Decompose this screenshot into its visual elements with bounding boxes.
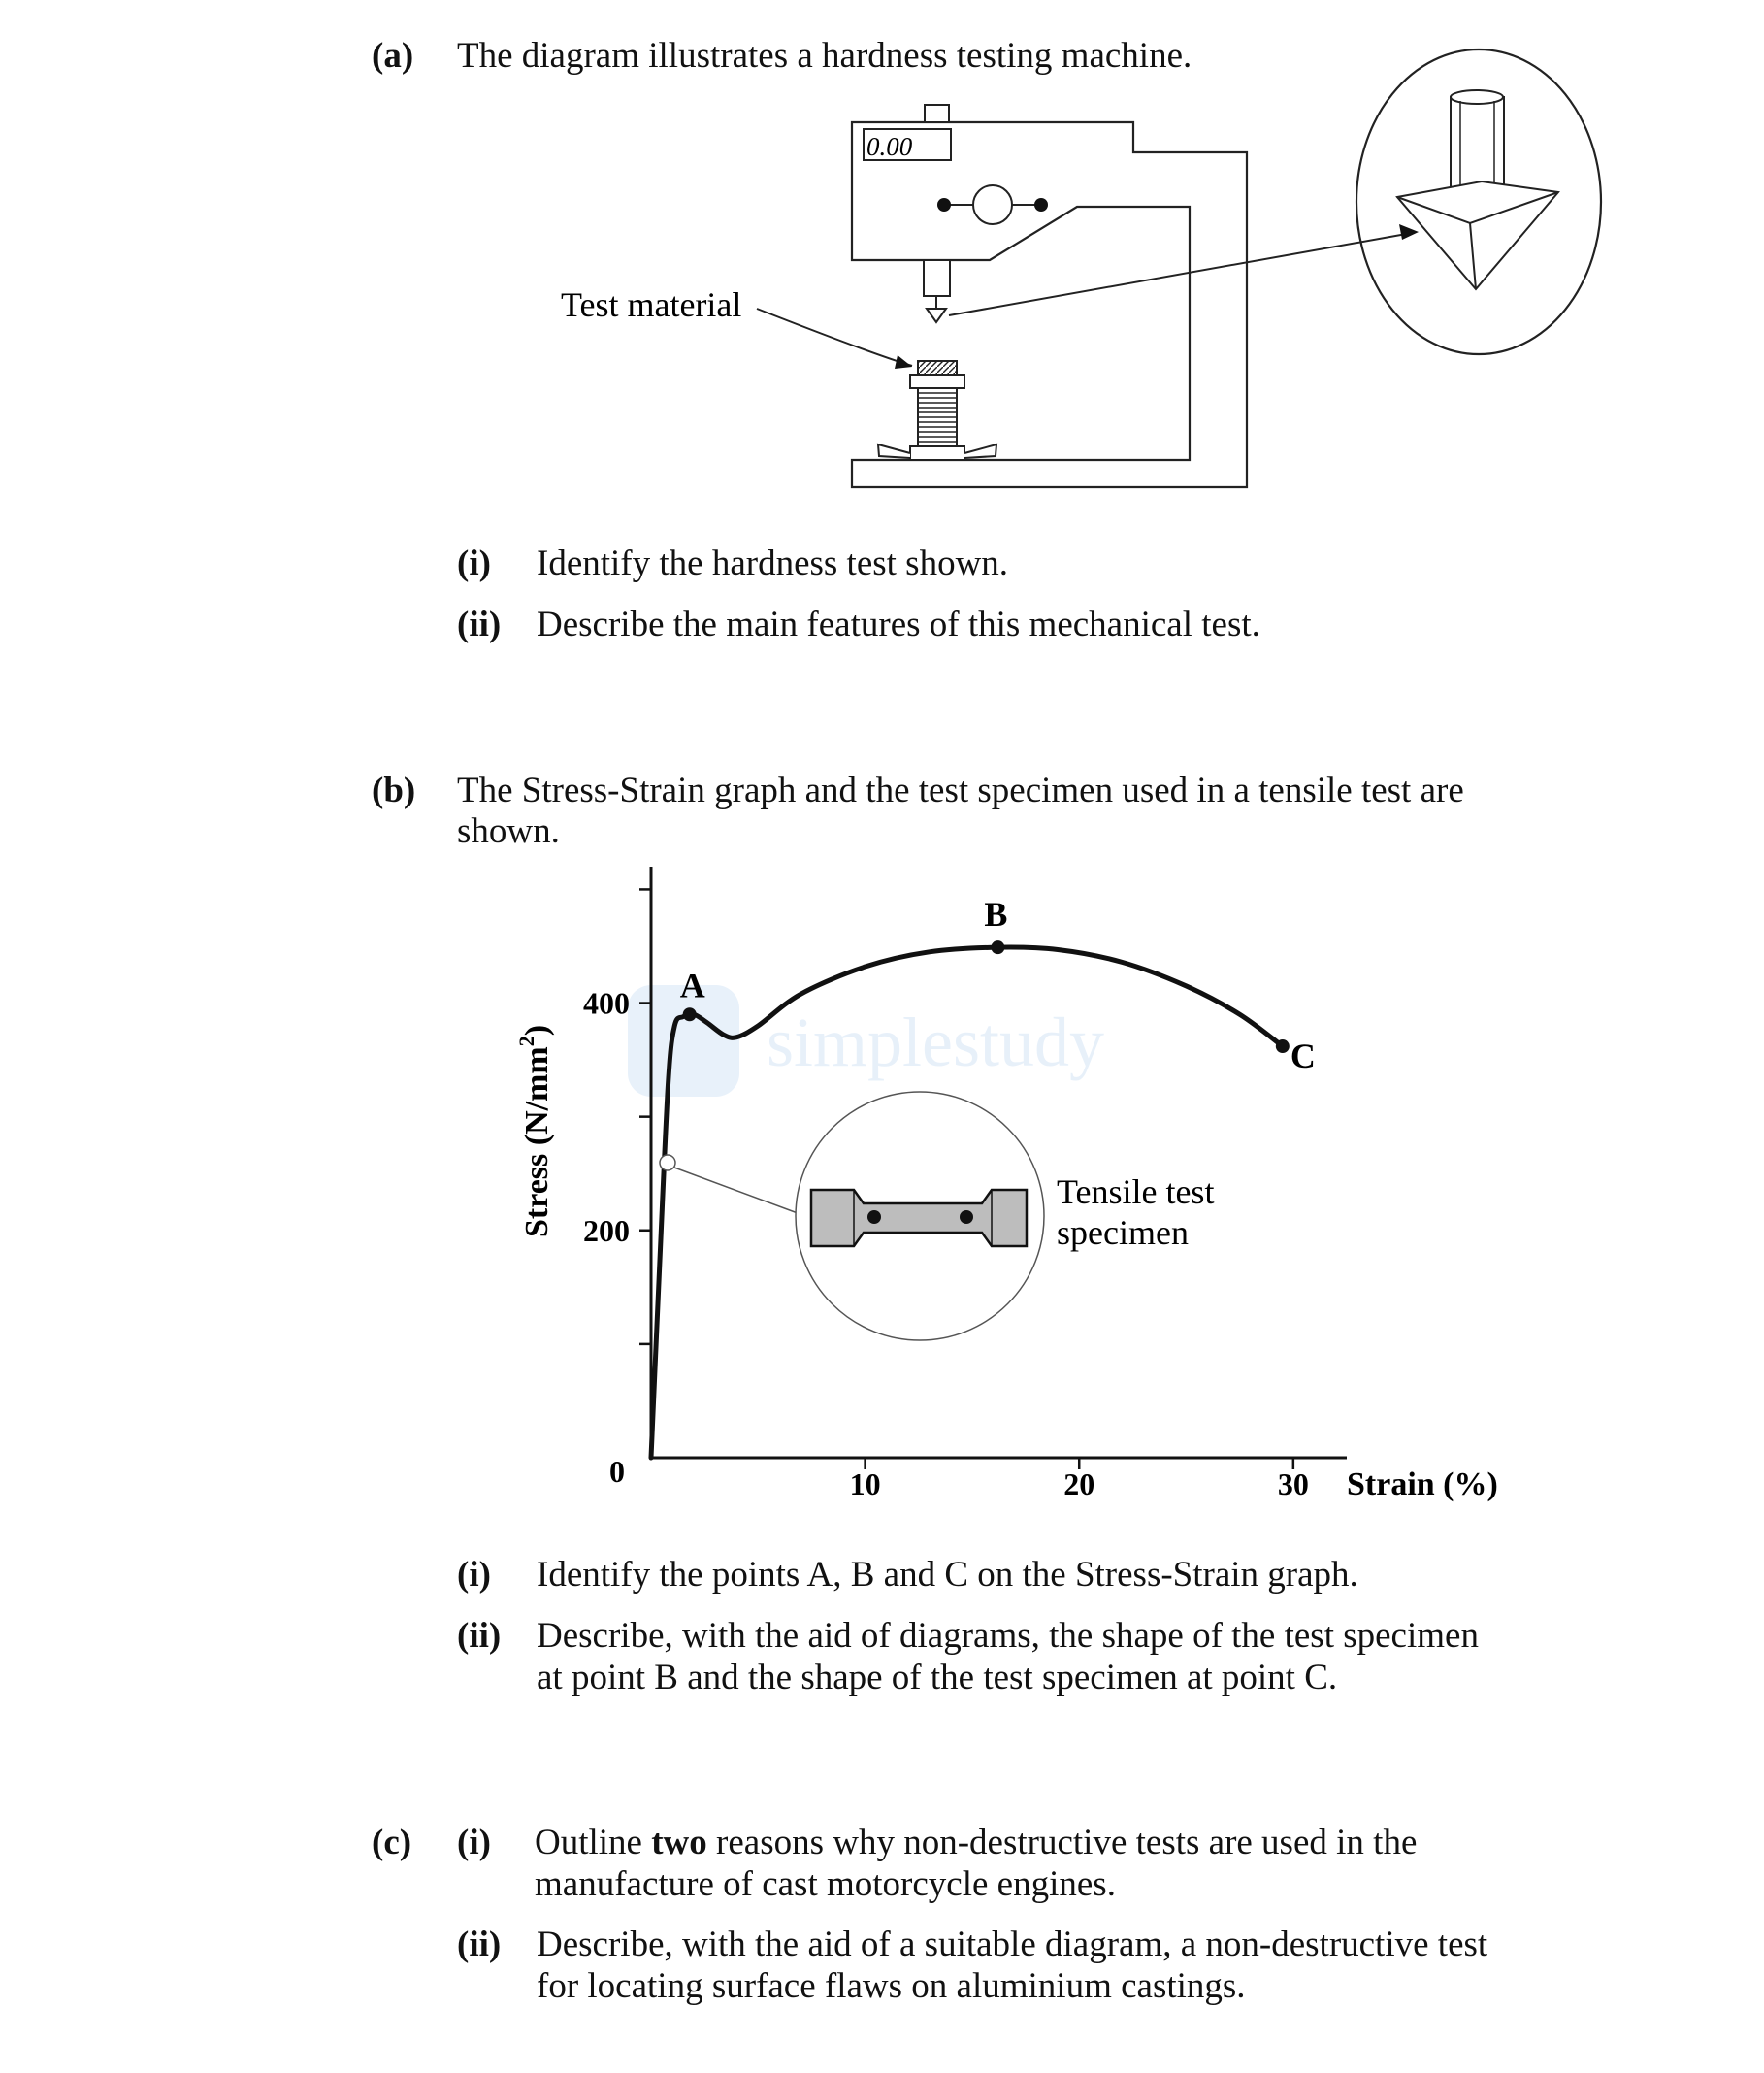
inset-pointer-line xyxy=(674,1168,798,1213)
part-c-q1-text-line2: manufacture of cast motorcycle engines. xyxy=(535,1864,1116,1904)
inset-pointer-ring xyxy=(660,1155,675,1170)
part-a-intro: The diagram illustrates a hardness testing machine. xyxy=(457,36,1192,76)
part-c-q2-text-line2: for locating surface flaws on aluminium castings. xyxy=(537,1966,1246,2006)
part-b-label: (b) xyxy=(372,771,416,810)
point-b-label: B xyxy=(984,895,1008,935)
part-b-q2-text-line2: at point B and the shape of the test specimen at point C. xyxy=(537,1658,1338,1697)
part-a-q1-label: (i) xyxy=(457,543,491,583)
part-b-q1-label: (i) xyxy=(457,1555,491,1595)
x-tick-label-20: 20 xyxy=(1063,1466,1095,1501)
part-c-q1-emphasis: two xyxy=(651,1823,707,1862)
display-value: 0.00 xyxy=(866,132,913,161)
part-c-q2-text-line1: Describe, with the aid of a suitable diagram, a non-destructive test xyxy=(537,1925,1488,1964)
part-b-q2-text-line1: Describe, with the aid of diagrams, the shape of the test specimen xyxy=(537,1616,1479,1656)
part-c-q1-text-line1: Outline two reasons why non-destructive tests are used in the xyxy=(535,1823,1418,1862)
part-c-label: (c) xyxy=(372,1823,412,1862)
x-tick-label-30: 30 xyxy=(1277,1466,1309,1501)
y-tick-label-200: 200 xyxy=(583,1212,630,1248)
part-c-q2-label: (ii) xyxy=(457,1925,502,1964)
part-b-q2-label: (ii) xyxy=(457,1616,502,1656)
point-b-marker xyxy=(991,940,1004,954)
part-a-label: (a) xyxy=(372,36,414,76)
watermark-text: simplestudy xyxy=(767,1004,1105,1081)
part-b-intro-line1: The Stress-Strain graph and the test specimen used in a tensile test are xyxy=(457,771,1464,810)
x-axis-label: Strain (%) xyxy=(1347,1466,1498,1502)
point-a-label: A xyxy=(679,966,705,1005)
part-a-q1-text: Identify the hardness test shown. xyxy=(537,543,1009,583)
x-tick-label-10: 10 xyxy=(849,1466,881,1501)
inset-label-line1: Tensile test xyxy=(1057,1172,1215,1211)
y-axis-label: Stress $(N/mm^2)$ xyxy=(514,1024,555,1237)
part-b-q1-text: Identify the points A, B and C on the Stress-Strain graph. xyxy=(537,1555,1358,1595)
point-a-marker xyxy=(683,1007,697,1021)
part-a-q2-text: Describe the main features of this mechanical test. xyxy=(537,605,1260,644)
point-c-label: C xyxy=(1290,1036,1316,1076)
point-c-marker xyxy=(1276,1039,1290,1053)
part-c-q1-label: (i) xyxy=(457,1823,491,1862)
inset-label-line2: specimen xyxy=(1057,1213,1189,1252)
part-a-q2-label: (ii) xyxy=(457,605,502,644)
origin-label: 0 xyxy=(609,1454,625,1489)
part-b-intro-line2: shown. xyxy=(457,811,560,851)
y-tick-label-400: 400 xyxy=(583,985,630,1021)
test-material-label: Test material xyxy=(561,285,742,324)
